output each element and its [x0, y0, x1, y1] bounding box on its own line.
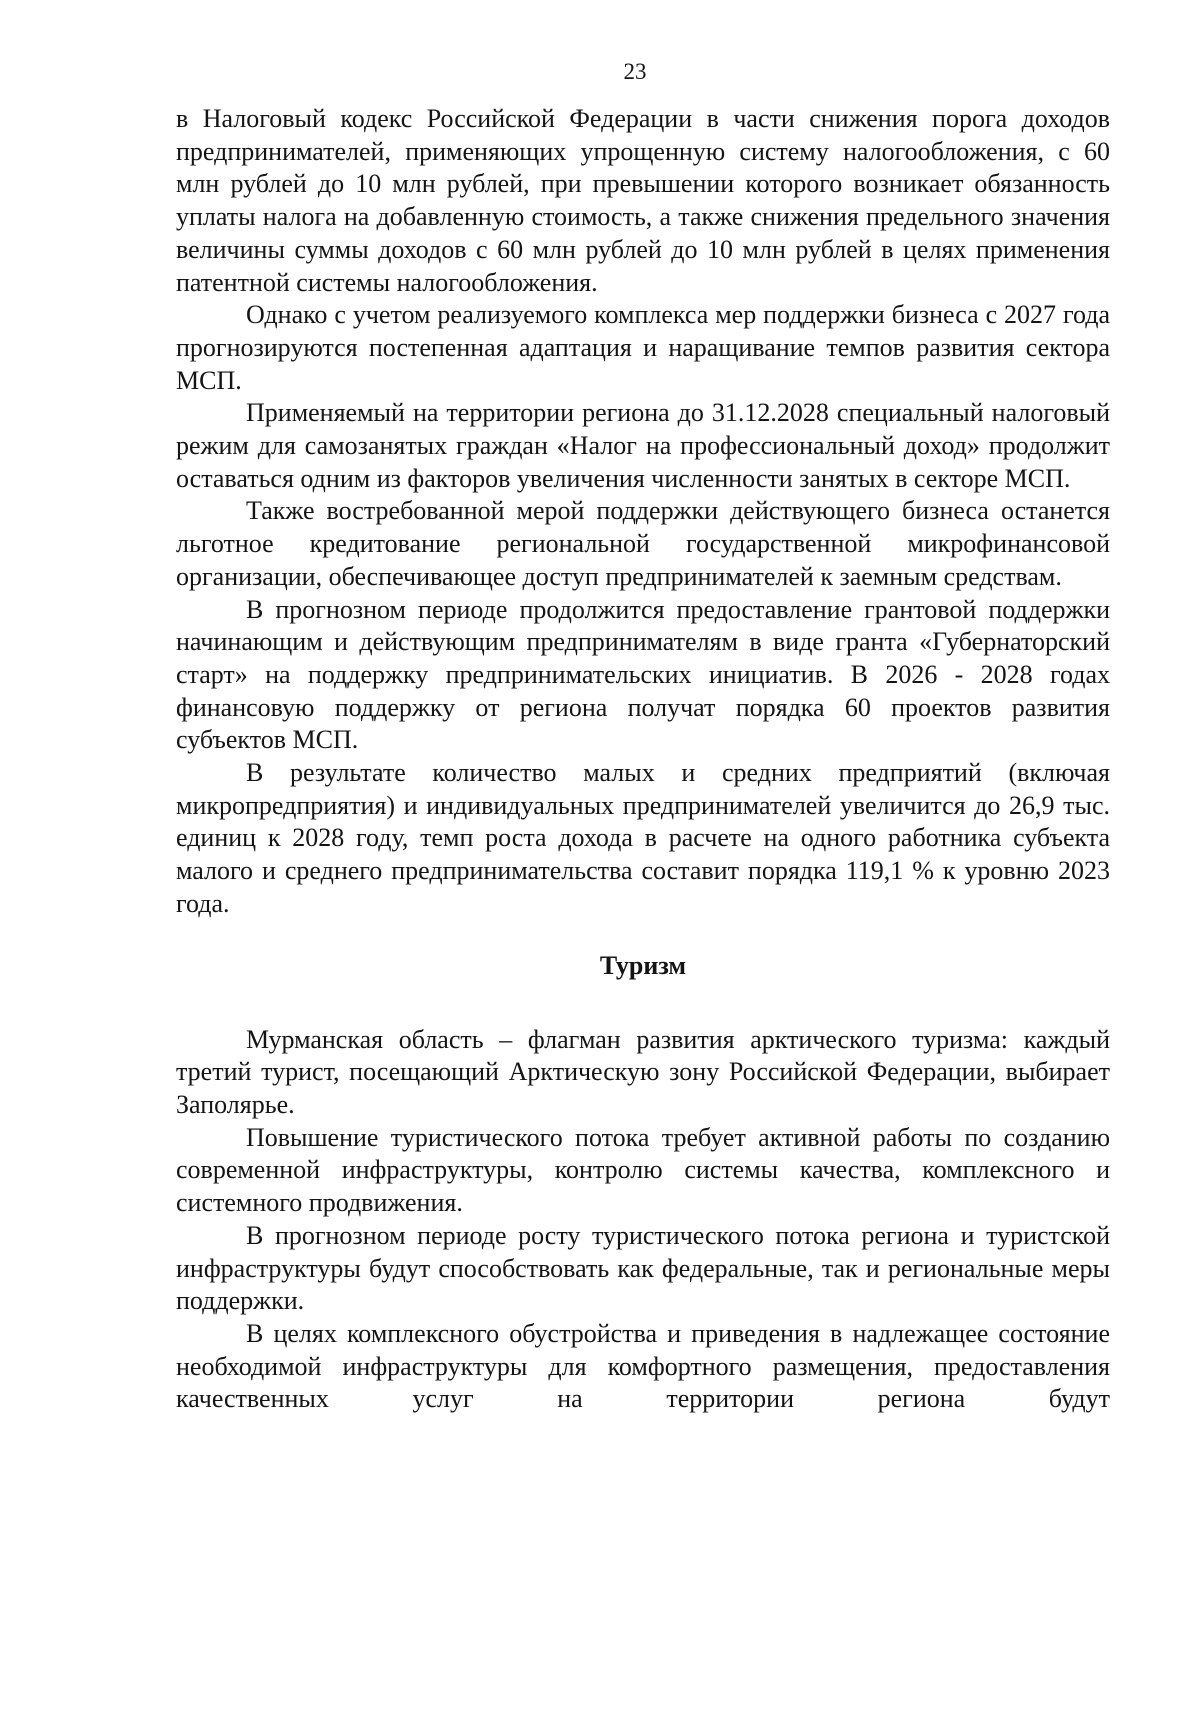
paragraph-infrastructure: В целях комплексного обустройства и приведения в надлежащее состояние необходимой инфраструктуры для комфортного размещения, предоставления качественных услуг на территории региона будут: [176, 1318, 1110, 1414]
paragraph-arctic-tourism: Мурманская область – флагман развития арктического туризма: каждый третий турист, посещающий Арктическую зону Российской Федерации, выбирает Заполярье.: [176, 1024, 1110, 1119]
section-heading-tourism: Туризм: [599, 950, 687, 980]
paragraph-msp-adaptation: Однако с учетом реализуемого комплекса мер поддержки бизнеса с 2027 года прогнозируются постепенная адаптация и наращивание темпов развития сектора МСП.: [176, 300, 1110, 395]
paragraph-continuation: в Налоговый кодекс Российской Федерации в части снижения порога доходов предпринимателей, применяющих упрощенную систему налогообложения, с 60 млн рублей до 10 млн рублей, при превышении которого возникает обязанность уплаты налога на добавленную стоимость, а также снижения предельного значения величины суммы доходов с 60 млн рублей до 10 млн рублей в целях применения патентной системы налогообложения.: [176, 104, 1110, 297]
paragraph-support-measures: В прогнозном периоде росту туристического потока региона и туристской инфраструктуры будут способствовать как федеральные, так и региональные меры поддержки.: [176, 1220, 1110, 1316]
paragraph-msp-results: В результате количество малых и средних предприятий (включая микропредприятия) и индивидуальных предпринимателей увеличится до 26,9 тыс. единиц к 2028 году, темп роста дохода в расчете на одного работника субъекта малого и среднего предпринимательства составит порядка 119,1 % к уровню 2023 года.: [176, 758, 1110, 918]
paragraph-tourist-flow: Повышение туристического потока требует активной работы по созданию современной инфраструктуры, контролю системы качества, комплексного и системного продвижения.: [176, 1122, 1110, 1218]
page-number: 23: [623, 59, 647, 84]
paragraph-preferential-credit: Также востребованной мерой поддержки действующего бизнеса останется льготное кредитование региональной государственной микрофинансовой организации, обеспечивающее доступ предпринимателей к заемным средствам.: [176, 496, 1110, 591]
paragraph-grant-support: В прогнозном периоде продолжится предоставление грантовой поддержки начинающим и действующим предпринимателям в виде гранта «Губернаторский старт» на поддержку предпринимательских инициатив. В 2026 - 2028 годах финансовую поддержку от региона получат порядка 60 проектов развития субъектов МСП.: [176, 594, 1110, 755]
paragraph-self-employed-tax: Применяемый на территории региона до 31.12.2028 специальный налоговый режим для самозанятых граждан «Налог на профессиональный доход» продолжит оставаться одним из факторов увеличения численности занятых в секторе МСП.: [176, 398, 1110, 493]
document-body: [176, 103, 1110, 1416]
